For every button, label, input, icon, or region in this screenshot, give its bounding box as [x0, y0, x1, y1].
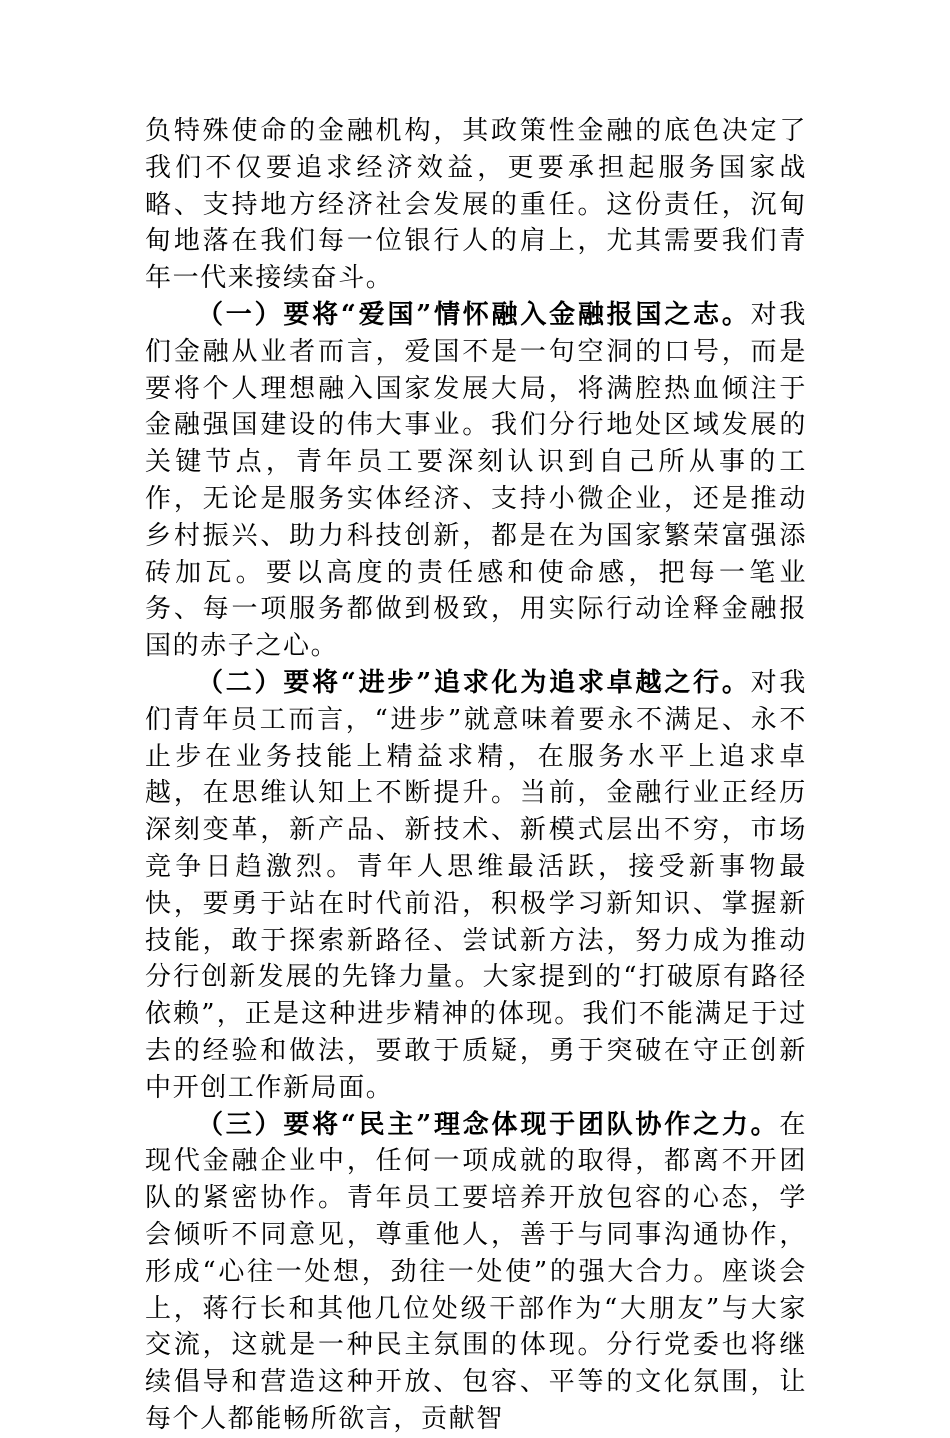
paragraph-heading: （三）要将“民主”理念体现于团队协作之力。 [197, 1109, 780, 1140]
paragraph-progress [145, 665, 807, 1107]
paragraph-text: 对我们青年员工而言，“进步”就意味着要永不满足、永不止步在业务技能上精益求精，在服务水平上追求卓越，在思维认知上不断提升。当前，金融行业正经历深刻变革，新产品、新技术、新模式层出不穷，市场竞争日趋激烈。青年人思维最活跃，接受新事物最快，要勇于站在时代前沿，积极学习新知识、掌握新技能，敢于探索新路径、尝试新方法，努力成为推动分行创新发展的先锋力量。大家提到的“打破原有路径依赖”，正是这种进步精神的体现。我们不能满足于过去的经验和做法，要敢于质疑，勇于突破在守正创新中开创工作新局面。 [145, 667, 807, 1103]
paragraph-patriotism [145, 297, 807, 665]
paragraph-text: 负特殊使命的金融机构，其政策性金融的底色决定了我们不仅要追求经济效益，更要承担起服务国家战略、支持地方经济社会发展的重任。这份责任，沉甸甸地落在我们每一位银行人的肩上，尤其需要我们青年一代来接续奋斗。 [145, 116, 807, 294]
paragraph-heading: （一）要将“爱国”情怀融入金融报国之志。 [197, 299, 751, 330]
paragraph-text: 对我们金融从业者而言，爱国不是一句空洞的口号，而是要将个人理想融入国家发展大局，将满腔热血倾注于金融强国建设的伟大事业。我们分行地处区域发展的关键节点，青年员工要深刻认识到自己所从事的工作，无论是服务实体经济、支持小微企业，还是推动乡村振兴、助力科技创新，都是在为国家繁荣富强添砖加瓦。要以高度的责任感和使命感，把每一笔业务、每一项服务都做到极致，用实际行动诠释金融报国的赤子之心。 [145, 299, 807, 662]
document-body [145, 113, 807, 1438]
paragraph-democracy [145, 1107, 807, 1438]
paragraph-text: 在现代金融企业中，任何一项成就的取得，都离不开团队的紧密协作。青年员工要培养开放包容的心态，学会倾听不同意见，尊重他人，善于与同事沟通协作，形成“心往一处想，劲往一处使”的强大合力。座谈会上，蒋行长和其他几位处级干部作为“大朋友”与大家交流，这就是一种民主氛围的体现。分行党委也将继续倡导和营造这种开放、包容、平等的文化氛围，让每个人都能畅所欲言，贡献智 [145, 1109, 807, 1434]
paragraph-heading: （二）要将“进步”追求化为追求卓越之行。 [197, 667, 751, 698]
paragraph-intro [145, 113, 807, 297]
